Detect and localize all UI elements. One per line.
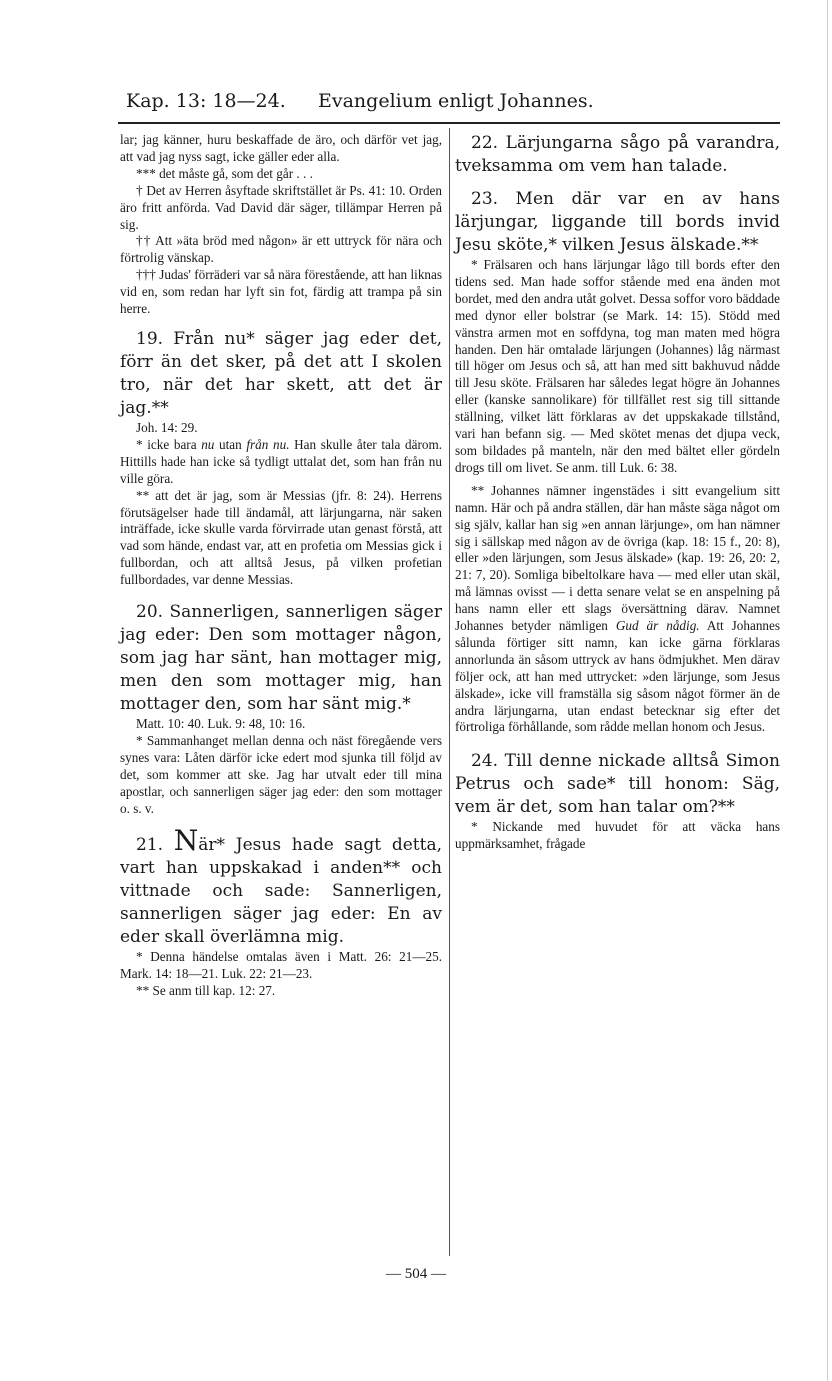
verse-24: 24. Till denne nickade alltså Simon Petrus och sade* till honom: Säg, vem är det, som han talar om?** <box>455 751 780 818</box>
note-double-dagger: †† Att »äta bröd med någon» är ett uttryck för nära och förtrolig vänskap. <box>120 233 442 266</box>
verse-21: 21. När* Jesus hade sagt detta, vart han uppskakad i anden** och vittnade och sade: Sannerligen, sannerligen säger jag eder: En av eder skall överlämna mig. <box>120 824 442 948</box>
note-continuation: lar; jag känner, huru beskaffade de äro, och därför vet jag, att vad jag nyss sagt, icke gäller eder alla. <box>120 132 442 164</box>
note-21-single: * Denna händelse omtalas även i Matt. 26: 21—25. Mark. 14: 18—21. Luk. 22: 21—23. <box>120 949 442 982</box>
note-20: * Sammanhanget mellan denna och näst föregående vers synes vara: Låten därför icke edert mod sjunka till följd av det, som kommer att ske. Jag har utvalt eder till mina apostlar, och sannerligen säger jag eder: den som mottager o. s. v. <box>120 732 442 816</box>
page-number: — 504 — <box>386 1266 446 1282</box>
running-header <box>118 88 778 118</box>
verse-22: 22. Lärjungarna sågo på varandra, tveksamma om vem han talade. <box>455 133 780 176</box>
verse-19-reference: Joh. 14: 29. <box>136 419 198 435</box>
header-rule <box>118 122 780 124</box>
column-divider <box>449 128 450 1256</box>
note-24: * Nickande med huvudet för att väcka hans uppmärksamhet, frågade <box>455 819 780 852</box>
note-triple-star: *** det måste gå, som det går . . . <box>136 165 313 181</box>
note-triple-dagger: ††† Judas' förräderi var så nära förestående, att han liknas vid en, som redan har lyft sin fot, färdig att trampa på sin herre. <box>120 267 442 317</box>
left-column <box>120 132 442 1000</box>
note-23-double: ** Johannes nämner ingenstädes i sitt evangelium sitt namn. Här och på andra ställen, där han måste säga något om sig själv, kallar han sig »en annan lärjunge», om han nämner sig i sällskap med någon av de övriga (kap. 18: 15 f., 20: 8), eller »den lärjungen, som Jesus älskade» (kap. 19: 26, 20: 2, 21: 7, 20). Somliga bibeltolkare hava — med eller utan skäl, må lämnas ovisst — i detta senare velat se en anspelning på hans namn eller ett slags översättning därav. Namnet Johannes betyder nämligen Gud är nådig. Att Johannes sålunda förtiger sitt namn, kan icke gärna förklaras annorlunda än såsom uttryck av hans ödmjukhet. Men därav följer ock, att han med uttrycket: »den lärjunge, som Jesus älskade», icke vill framställa sig såsom något förmer än de andra lärjungarna, utan endast betecknar sig efter det förtroliga förhållande, som rådde mellan honom och Jesus. <box>455 482 780 735</box>
drop-initial: N <box>173 824 199 858</box>
note-19-single: * icke bara nu utan från nu. Han skulle åter tala därom. Hittills hade han icke så tydligt uttalat det, som han från nu ville göra. <box>120 436 443 486</box>
verse-20: 20. Sannerligen, sannerligen säger jag eder: Den som mottager någon, som jag har sänt, han mottager mig, men den som mottager mig, han mottager den, som har sänt mig.* <box>120 602 442 715</box>
note-23-single: * Frälsaren och hans lärjungar lågo till bords efter den tidens sed. Man hade soffor stående med ena änden mot bordet, med den andra utåt golvet. Dessa soffor voro bäddade med dynor eller bolstrar (se Mark. 14: 15). Stödd med vänstra armen mot en soffdyna, tog man maten med högra handen. Den här omtalade lärjungen (Johannes) låg närmast till höger om Jesus och så, att han med sitt bakhuvud nådde till Jesu sköte. Frälsaren har således legat högre än Johannes eller (kanske sannolikare) för tillfället rest sig till sittande ställning, vilket lätt förklaras av det uppskakade tillstånd, vari han befann sig. — Med skötet menas det djupa veck, som bildades på manteln, när den med bältet eller gördeln drogs till om livet. Se anm. till Luk. 6: 38. <box>455 257 780 475</box>
right-column <box>455 132 780 853</box>
verse-20-reference: Matt. 10: 40. Luk. 9: 48, 10: 16. <box>136 716 306 732</box>
note-19-double: ** att det är jag, som är Messias (jfr. 8: 24). Herrens förutsägelser hade till ändamål, att lärjungarna, när saken inträffade, icke skulle varda förvirrade utan genast förstå, att vad som hände, endast var, att en profetia om Messias gick i fullbordan, och att alltså Jesus, på vilken profetian fullbordades, var denne Messias. <box>120 487 442 588</box>
chapter-reference: Kap. 13: 18—24. <box>126 90 286 112</box>
note-dagger: † Det av Herren åsyftade skriftstället är Ps. 41: 10. Orden äro fritt anförda. Vad David där säger, tillämpar Herren på sig. <box>120 182 442 232</box>
verse-23: 23. Men där var en av hans lärjungar, liggande till bords invid Jesu sköte,* vilken Jesus älskade.** <box>455 189 780 255</box>
page-edge <box>827 0 828 1381</box>
book-title: Evangelium enligt Johannes. <box>318 90 594 112</box>
note-21-double: ** Se anm till kap. 12: 27. <box>136 983 276 999</box>
verse-19: 19. Från nu* säger jag eder det, förr än det sker, på det att I skolen tro, när det har skett, att det är jag.** <box>120 328 442 418</box>
